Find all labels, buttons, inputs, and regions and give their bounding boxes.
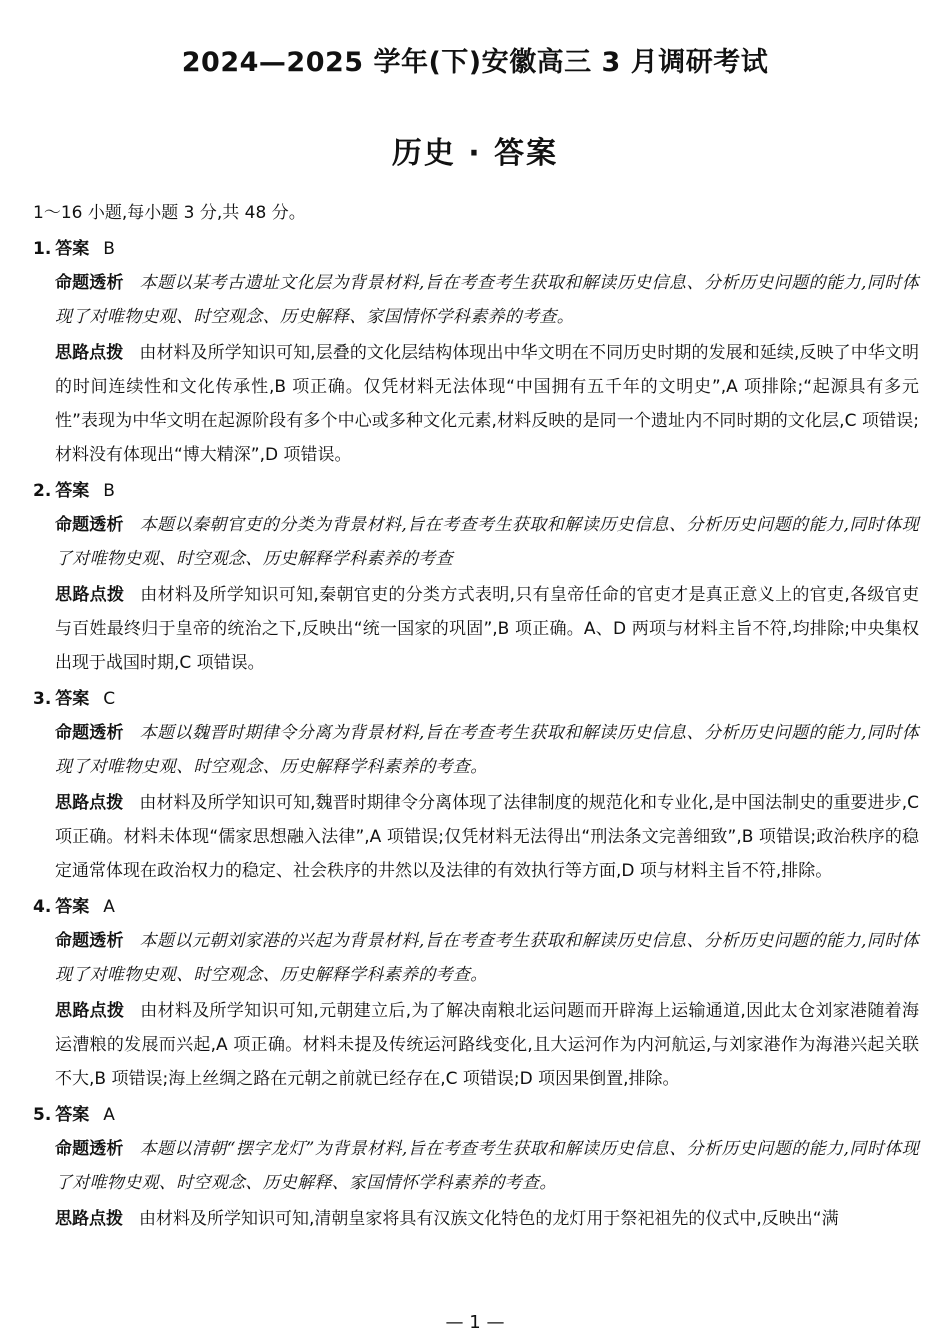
answer-choice: A	[103, 897, 115, 917]
question-number: 3.	[33, 689, 52, 709]
answer-label: 答案	[55, 689, 90, 709]
question-header	[33, 232, 919, 266]
hint-label: 思路点拨	[55, 585, 125, 605]
answer-label: 答案	[55, 897, 90, 917]
analysis-paragraph	[33, 508, 919, 576]
question-block	[33, 1098, 919, 1236]
answer-label: 答案	[55, 239, 90, 259]
analysis-label: 命题透析	[55, 1139, 124, 1159]
question-block	[33, 682, 919, 888]
hint-label: 思路点拨	[55, 793, 124, 813]
analysis-text: 本题以元朝刘家港的兴起为背景材料,旨在考查考生获取和解读历史信息、分析历史问题的能力,同时体现了对唯物史观、时空观念、历史解释学科素养的考查。	[55, 931, 920, 985]
question-header	[33, 682, 919, 716]
question-header	[33, 1098, 919, 1132]
scoring-intro: 1～16 小题,每小题 3 分,共 48 分。	[33, 203, 306, 223]
hint-text: 由材料及所学知识可知,元朝建立后,为了解决南粮北运问题而开辟海上运输通道,因此太仓刘家港随着海运漕粮的发展而兴起,A 项正确。材料未提及传统运河路线变化,且大运河作为内河航运,与刘家港作为海港兴起关联不大,B 项错误;海上丝绸之路在元朝之前就已经存在,C 项错误;D 项因果倒置,排除。	[55, 1001, 919, 1089]
analysis-label: 命题透析	[55, 723, 124, 743]
hint-text: 由材料及所学知识可知,层叠的文化层结构体现出中华文明在不同历史时期的发展和延续,反映了中华文明的时间连续性和文化传承性,B 项正确。仅凭材料无法体现“中国拥有五千年的文明史”,A 项排除;“起源具有多元性”表现为中华文明在起源阶段有多个中心或多种文化元素,材料反映的是同一个遗址内不同时期的文化层,C 项错误;材料没有体现出“博大精深”,D 项错误。	[55, 343, 920, 465]
answer-content	[33, 196, 919, 1238]
answer-choice: A	[103, 1105, 115, 1125]
page-number: — 1 —	[445, 1312, 505, 1333]
hint-label: 思路点拨	[55, 1001, 125, 1021]
analysis-paragraph	[33, 716, 919, 784]
analysis-label: 命题透析	[55, 931, 124, 951]
analysis-label: 命题透析	[55, 273, 124, 293]
hint-paragraph	[33, 336, 919, 472]
answer-label: 答案	[55, 1105, 90, 1125]
question-block	[33, 890, 919, 1096]
hint-text: 由材料及所学知识可知,魏晋时期律令分离体现了法律制度的规范化和专业化,是中国法制史的重要进步,C 项正确。材料未体现“儒家思想融入法律”,A 项错误;仅凭材料无法得出“刑法条文完善细致”,B 项错误;政治秩序的稳定通常体现在政治权力的稳定、社会秩序的井然以及法律的有效执行等方面,D 项与材料主旨不符,排除。	[55, 793, 919, 881]
question-header	[33, 474, 919, 508]
analysis-paragraph	[33, 1132, 919, 1200]
hint-paragraph	[33, 1202, 919, 1236]
question-number: 1.	[33, 239, 52, 259]
analysis-text: 本题以某考古遗址文化层为背景材料,旨在考查考生获取和解读历史信息、分析历史问题的能力,同时体现了对唯物史观、时空观念、历史解释、家国情怀学科素养的考查。	[55, 273, 920, 327]
question-number: 5.	[33, 1105, 52, 1125]
hint-label: 思路点拨	[55, 1209, 123, 1229]
hint-paragraph	[33, 786, 919, 888]
question-block	[33, 232, 919, 472]
subject-title: 历史 · 答案	[391, 136, 559, 171]
hint-paragraph	[33, 994, 919, 1096]
analysis-text: 本题以秦朝官吏的分类为背景材料,旨在考查考生获取和解读历史信息、分析历史问题的能力,同时体现了对唯物史观、时空观念、历史解释学科素养的考查	[55, 515, 920, 569]
answer-choice: B	[103, 481, 115, 501]
analysis-label: 命题透析	[55, 515, 124, 535]
analysis-text: 本题以魏晋时期律令分离为背景材料,旨在考查考生获取和解读历史信息、分析历史问题的能力,同时体现了对唯物史观、时空观念、历史解释学科素养的考查。	[55, 723, 920, 777]
hint-text: 由材料及所学知识可知,清朝皇家将具有汉族文化特色的龙灯用于祭祀祖先的仪式中,反映出“满	[139, 1209, 839, 1229]
question-number: 4.	[33, 897, 52, 917]
analysis-paragraph	[33, 266, 919, 334]
answer-label: 答案	[55, 481, 90, 501]
analysis-paragraph	[33, 924, 919, 992]
question-block	[33, 474, 919, 680]
hint-text: 由材料及所学知识可知,秦朝官吏的分类方式表明,只有皇帝任命的官吏才是真正意义上的官吏,各级官吏与百姓最终归于皇帝的统治之下,反映出“统一国家的巩固”,B 项正确。A、D 两项与材料主旨不符,均排除;中央集权出现于战国时期,C 项错误。	[55, 585, 919, 673]
question-number: 2.	[33, 481, 52, 501]
answer-choice: B	[103, 239, 115, 259]
question-list	[33, 232, 919, 1236]
answer-choice: C	[103, 689, 116, 709]
hint-paragraph	[33, 578, 919, 680]
analysis-text: 本题以清朝“摆字龙灯”为背景材料,旨在考查考生获取和解读历史信息、分析历史问题的能力,同时体现了对唯物史观、时空观念、历史解释、家国情怀学科素养的考查。	[55, 1139, 920, 1193]
exam-title: 2024—2025 学年(下)安徽高三 3 月调研考试	[181, 47, 769, 78]
question-header	[33, 890, 919, 924]
hint-label: 思路点拨	[55, 343, 124, 363]
